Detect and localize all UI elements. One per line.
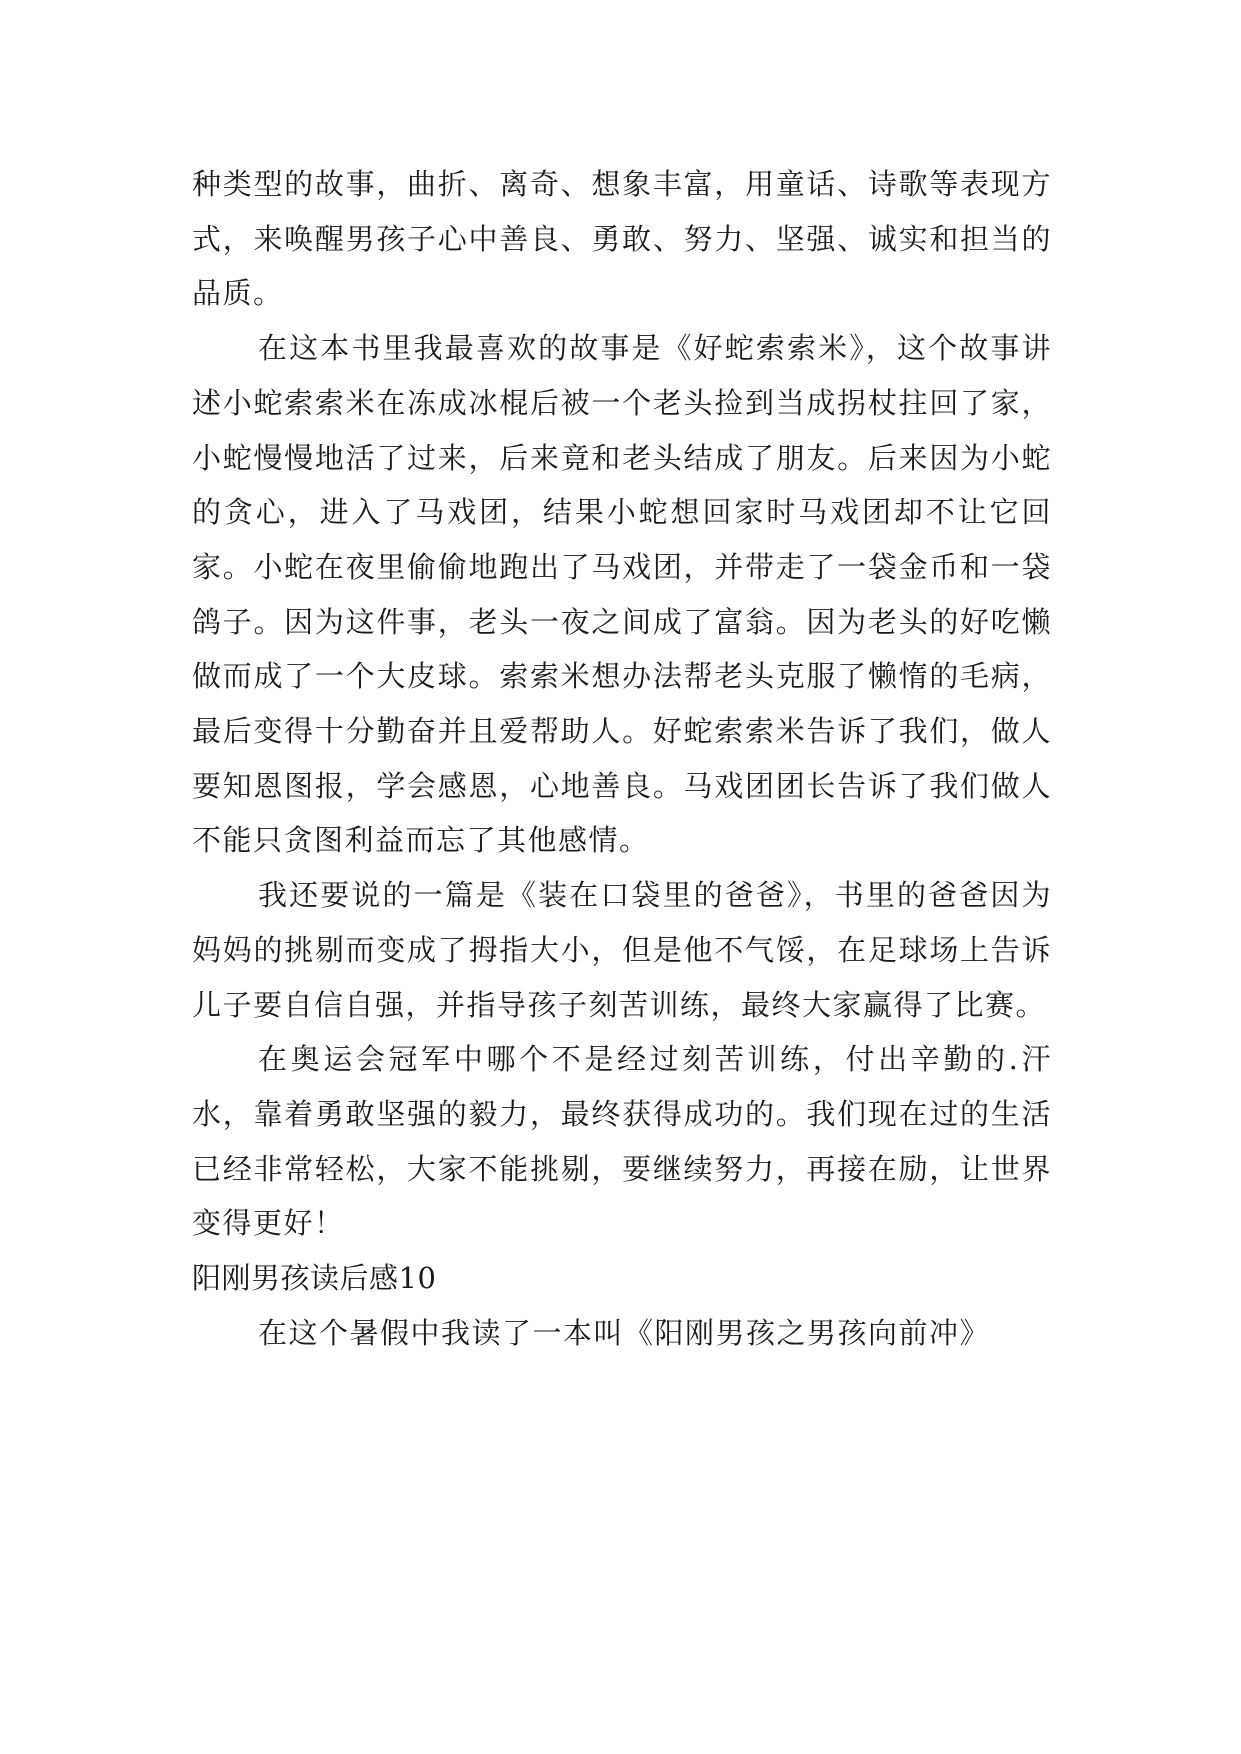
paragraph-summer-reading: 在这个暑假中我读了一本叫《阳刚男孩之男孩向前冲》 bbox=[258, 1315, 991, 1350]
paragraph-favorite-story: 在这本书里我最喜欢的故事是《好蛇索索米》，这个故事讲述小蛇索索米在冻成冰棍后被一个老头捡到当成拐杖拄回了家，小蛇慢慢地活了过来，后来竟和老头结成了朋友。后来因为小蛇的贪心，进入了马戏团，结果小蛇想回家时马戏团却不让它回家。小蛇在夜里偷偷地跑出了马戏团，并带走了一袋金币和一袋鸽子。因为这件事，老头一夜之间成了富翁。因为老头的好吃懒做而成了一个大皮球。索索米想办法帮老头克服了懒惰的毛病，最后变得十分勤奋并且爱帮助人。好蛇索索米告诉了我们，做人要知恩图报，学会感恩，心地善良。马戏团团长告诉了我们做人不能只贪图利益而忘了其他感情。 bbox=[192, 331, 1052, 858]
paragraph-continued: 种类型的故事，曲折、离奇、想象丰富，用童话、诗歌等表现方式，来唤醒男孩子心中善良、勇敢、努力、坚强、诚实和担当的品质。 bbox=[192, 167, 1052, 311]
paragraph-pocket-dad: 我还要说的一篇是《装在口袋里的爸爸》，书里的爸爸因为妈妈的挑剔而变成了拇指大小，但是他不气馁，在足球场上告诉儿子要自信自强，并指导孩子刻苦训练，最终大家赢得了比赛。 bbox=[192, 878, 1052, 1022]
section-title: 阳刚男孩读后感10 bbox=[192, 1261, 437, 1296]
document-body bbox=[192, 157, 1052, 1360]
paragraph-olympics: 在奥运会冠军中哪个不是经过刻苦训练，付出辛勤的.汗水，靠着勇敢坚强的毅力，最终获得成功的。我们现在过的生活已经非常轻松，大家不能挑剔，要继续努力，再接在励，让世界变得更好！ bbox=[192, 1042, 1052, 1241]
